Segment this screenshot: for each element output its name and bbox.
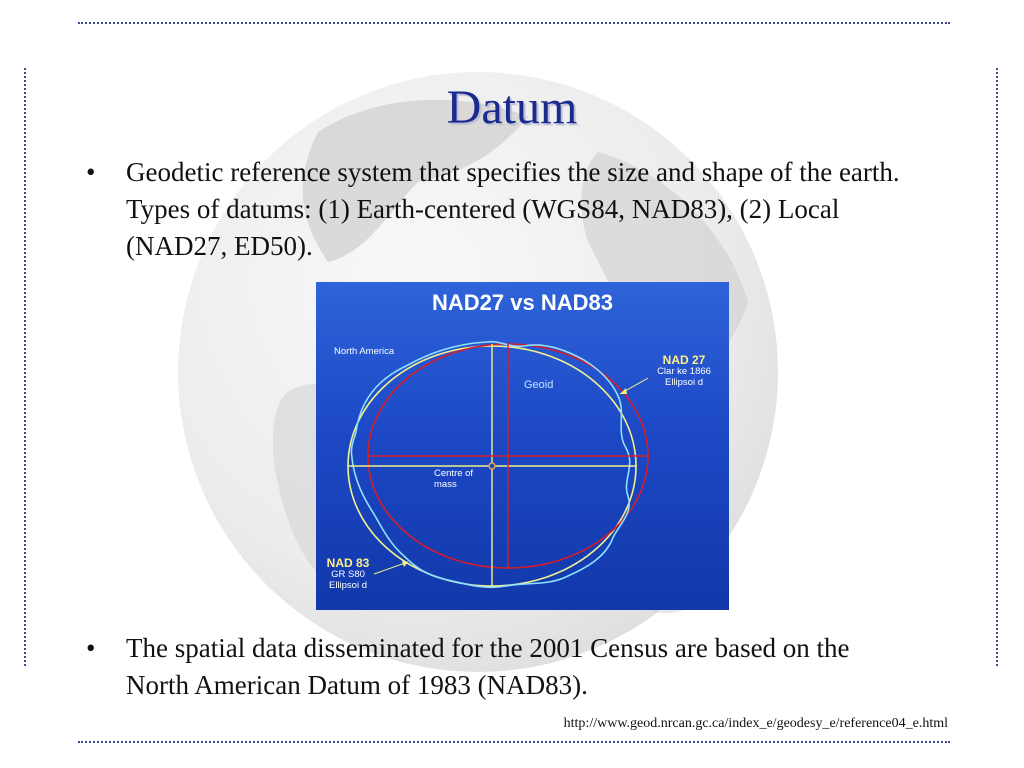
centre-label-line2: mass (434, 479, 457, 490)
centre-label-line1: Centre of (434, 468, 474, 479)
bullet-text: The spatial data disseminated for the 2001 Census are based on the North American Datum of 1983 (NAD83). (126, 633, 850, 700)
nad27-label (650, 355, 718, 388)
nad27-label-head: NAD 27 (662, 353, 706, 367)
nad27-label-line2: Ellipsoi d (664, 377, 704, 388)
left-dotted-rule (24, 68, 26, 666)
centre-of-mass-label (434, 468, 473, 490)
bullet-marker: • (86, 633, 96, 663)
right-dotted-rule (996, 68, 998, 666)
nad83-label-head: NAD 83 (326, 556, 370, 570)
nad83-label (324, 558, 372, 591)
nad83-label-line2: Ellipsoi d (328, 580, 368, 591)
north-america-label: North America (334, 346, 395, 357)
top-dotted-rule (78, 22, 950, 24)
nad27-vs-nad83-diagram (316, 282, 729, 610)
bullet-item-census-nad83 (86, 630, 916, 704)
bottom-dotted-rule (78, 741, 950, 743)
nad27-label-line1: Clar ke 1866 (657, 366, 711, 377)
slide-title: Datum (446, 81, 578, 134)
diagram-title: NAD27 vs NAD83 (432, 290, 613, 315)
bullet-marker: • (86, 157, 96, 187)
centre-of-mass-marker (489, 463, 495, 469)
nad83-leader-arrow (374, 562, 408, 574)
bullet-item-datum-definition (86, 154, 946, 265)
source-url: http://www.geod.nrcan.gc.ca/index_e/geodesy_e/reference04_e.html (563, 716, 948, 731)
nad83-label-line1: GR S80 (331, 569, 365, 580)
datum-diagram-graphic (316, 282, 729, 610)
geoid-label: Geoid (524, 379, 554, 391)
bullet-text: Geodetic reference system that specifies the size and shape of the earth. Types of datums: (1) Earth-centered (WGS84, NAD83), (2) Local (NAD27, ED50). (126, 157, 900, 261)
